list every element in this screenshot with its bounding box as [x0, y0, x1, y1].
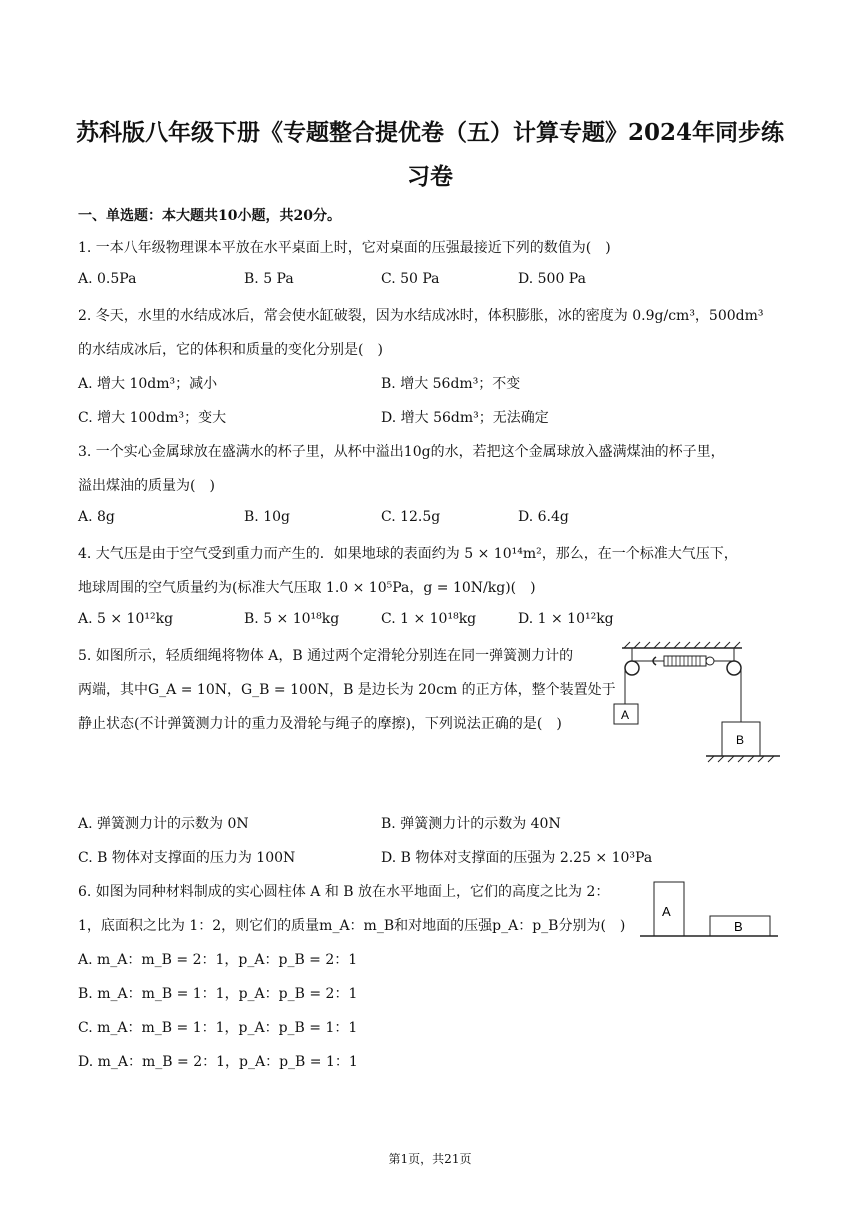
q4-option-d: D. 1 × 10¹²kg	[518, 611, 614, 627]
left-pulley	[625, 661, 639, 675]
question-6-stem-1: 6. 如图为同种材料制成的实心圆柱体 A 和 B 放在水平地面上，它们的高度之比为 2：	[78, 884, 610, 900]
q5-option-d: D. B 物体对支撑面的压强为 2.25 × 10³Pa	[381, 850, 653, 866]
q4-option-b: B. 5 × 10¹⁸kg	[244, 611, 340, 627]
section-heading: 一、单选题：本大题共10小题，共20分。	[78, 208, 341, 224]
block-a-label: A	[621, 708, 630, 722]
spring-scale-ring	[706, 657, 714, 665]
q3-option-b: B. 10g	[244, 509, 290, 525]
q3-option-c: C. 12.5g	[381, 509, 441, 525]
q5-option-b: B. 弹簧测力计的示数为 40N	[381, 816, 561, 832]
q2-option-d: D. 增大 56dm³；无法确定	[381, 410, 549, 426]
page-footer: 第1页，共21页	[388, 1152, 472, 1166]
question-5-stem-3: 静止状态(不计弹簧测力计的重力及滑轮与绳子的摩擦)，下列说法正确的是( )	[78, 716, 562, 732]
q5-pulley-figure	[612, 640, 784, 770]
cylinder-a-label: A	[662, 904, 671, 919]
ceiling-hatch	[624, 642, 740, 648]
q2-option-b: B. 增大 56dm³；不变	[381, 376, 521, 392]
q4-option-a: A. 5 × 10¹²kg	[78, 611, 174, 627]
q5-option-c: C. B 物体对支撑面的压力为 100N	[78, 850, 296, 866]
question-6-stem-2: 1，底面积之比为 1：2，则它们的质量m_A：m_B和对地面的压强p_A：p_B分别为( )	[78, 918, 626, 934]
question-5-stem-1: 5. 如图所示，轻质细绳将物体 A，B 通过两个定滑轮分别连在同一弹簧测力计的	[78, 648, 574, 664]
q5-option-a: A. 弹簧测力计的示数为 0N	[78, 816, 249, 832]
q1-option-c: C. 50 Pa	[381, 271, 440, 287]
q6-option-d: D. m_A：m_B = 2：1，p_A：p_B = 1：1	[78, 1054, 358, 1070]
page-title-line1: 苏科版八年级下册《专题整合提优卷（五）计算专题》2024年同步练	[75, 119, 784, 146]
right-pulley	[727, 661, 741, 675]
question-2-stem-2: 的水结成冰后，它的体积和质量的变化分别是( )	[78, 342, 383, 358]
q3-option-a: A. 8g	[78, 509, 115, 525]
question-2-stem-1: 2. 冬天，水里的水结成冰后，常会使水缸破裂，因为水结成冰时，体积膨胀，冰的密度为 0.9g/cm³，500dm³	[78, 308, 764, 324]
question-4-stem-2: 地球周围的空气质量约为(标准大气压取 1.0 × 10⁵Pa，g = 10N/kg)( )	[78, 580, 536, 596]
question-5-stem-2: 两端，其中G_A = 10N，G_B = 100N，B 是边长为 20cm 的正方体，整个装置处于	[78, 682, 616, 698]
ground-hatch	[708, 756, 774, 762]
question-3-stem-2: 溢出煤油的质量为( )	[78, 478, 215, 494]
q1-option-b: B. 5 Pa	[244, 271, 294, 287]
q6-option-a: A. m_A：m_B = 2：1，p_A：p_B = 2：1	[78, 952, 358, 968]
q2-option-c: C. 增大 100dm³；变大	[78, 410, 227, 426]
cylinder-b-label: B	[734, 919, 743, 934]
q6-option-c: C. m_A：m_B = 1：1，p_A：p_B = 1：1	[78, 1020, 358, 1036]
q2-option-a: A. 增大 10dm³；减小	[78, 376, 218, 392]
block-b-label: B	[736, 733, 745, 747]
page-title-line2: 习卷	[407, 163, 453, 190]
q3-option-d: D. 6.4g	[518, 509, 569, 525]
q1-option-a: A. 0.5Pa	[78, 271, 137, 287]
q1-option-d: D. 500 Pa	[518, 271, 586, 287]
question-3-stem-1: 3. 一个实心金属球放在盛满水的杯子里，从杯中溢出10g的水，若把这个金属球放入盛满煤油的杯子里，	[78, 444, 725, 460]
q6-cylinders-figure	[636, 876, 782, 944]
q4-option-c: C. 1 × 10¹⁸kg	[381, 611, 477, 627]
question-4-stem-1: 4. 大气压是由于空气受到重力而产生的．如果地球的表面约为 5 × 10¹⁴m²，那么，在一个标准大气压下，	[78, 546, 738, 562]
question-1-stem: 1. 一本八年级物理课本平放在水平桌面上时，它对桌面的压强最接近下列的数值为( )	[78, 240, 611, 256]
q6-option-b: B. m_A：m_B = 1：1，p_A：p_B = 2：1	[78, 986, 358, 1002]
